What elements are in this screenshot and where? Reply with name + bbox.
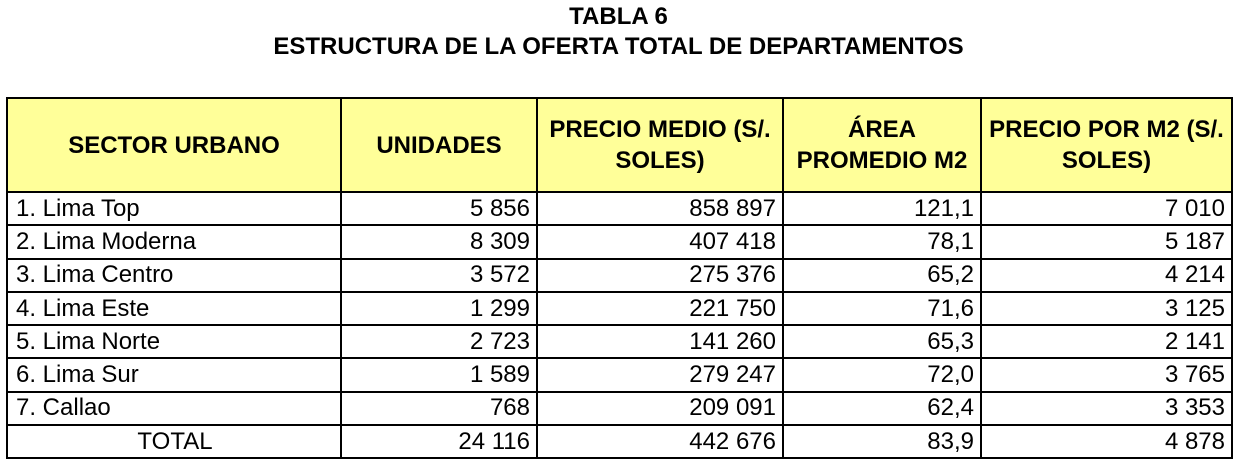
cell-average-area: 121,1 <box>783 192 981 225</box>
cell-price-per-m2: 4 214 <box>981 259 1232 292</box>
table-title <box>0 2 1237 62</box>
apartment-supply-table <box>6 97 1233 459</box>
cell-total-price-per-m2: 4 878 <box>981 425 1232 458</box>
header-sector: SECTOR URBANO <box>7 98 341 192</box>
cell-units: 1 299 <box>341 292 537 325</box>
cell-sector: 7. Callao <box>7 392 341 425</box>
cell-units: 768 <box>341 392 537 425</box>
table-row <box>7 292 1232 325</box>
table-row <box>7 192 1232 225</box>
cell-average-price: 275 376 <box>537 259 783 292</box>
cell-units: 8 309 <box>341 225 537 258</box>
cell-price-per-m2: 3 765 <box>981 358 1232 391</box>
table-row <box>7 325 1232 358</box>
cell-units: 2 723 <box>341 325 537 358</box>
cell-average-area: 72,0 <box>783 358 981 391</box>
cell-price-per-m2: 3 353 <box>981 392 1232 425</box>
cell-price-per-m2: 2 141 <box>981 325 1232 358</box>
cell-sector: 4. Lima Este <box>7 292 341 325</box>
header-average-price: PRECIO MEDIO (S/. SOLES) <box>537 98 783 192</box>
cell-total-label: TOTAL <box>7 425 341 458</box>
table-number: TABLA 6 <box>569 3 668 30</box>
cell-sector: 1. Lima Top <box>7 192 341 225</box>
cell-sector: 3. Lima Centro <box>7 259 341 292</box>
cell-average-price: 407 418 <box>537 225 783 258</box>
cell-price-per-m2: 5 187 <box>981 225 1232 258</box>
cell-units: 3 572 <box>341 259 537 292</box>
table-row <box>7 259 1232 292</box>
cell-total-average-area: 83,9 <box>783 425 981 458</box>
cell-average-price: 221 750 <box>537 292 783 325</box>
cell-average-area: 62,4 <box>783 392 981 425</box>
cell-units: 5 856 <box>341 192 537 225</box>
cell-price-per-m2: 3 125 <box>981 292 1232 325</box>
cell-sector: 5. Lima Norte <box>7 325 341 358</box>
cell-average-price: 858 897 <box>537 192 783 225</box>
header-price-per-m2: PRECIO POR M2 (S/. SOLES) <box>981 98 1232 192</box>
header-average-area: ÁREA PROMEDIO M2 <box>783 98 981 192</box>
table-row <box>7 225 1232 258</box>
cell-average-price: 141 260 <box>537 325 783 358</box>
table-row <box>7 358 1232 391</box>
cell-sector: 2. Lima Moderna <box>7 225 341 258</box>
table-row <box>7 392 1232 425</box>
header-row <box>7 98 1232 192</box>
total-row <box>7 425 1232 458</box>
cell-total-average-price: 442 676 <box>537 425 783 458</box>
cell-price-per-m2: 7 010 <box>981 192 1232 225</box>
cell-average-area: 71,6 <box>783 292 981 325</box>
table-caption: ESTRUCTURA DE LA OFERTA TOTAL DE DEPARTAMENTOS <box>273 33 964 60</box>
cell-units: 1 589 <box>341 358 537 391</box>
cell-total-units: 24 116 <box>341 425 537 458</box>
cell-average-area: 78,1 <box>783 225 981 258</box>
cell-average-area: 65,3 <box>783 325 981 358</box>
cell-average-price: 279 247 <box>537 358 783 391</box>
cell-average-price: 209 091 <box>537 392 783 425</box>
cell-average-area: 65,2 <box>783 259 981 292</box>
cell-sector: 6. Lima Sur <box>7 358 341 391</box>
header-units: UNIDADES <box>341 98 537 192</box>
